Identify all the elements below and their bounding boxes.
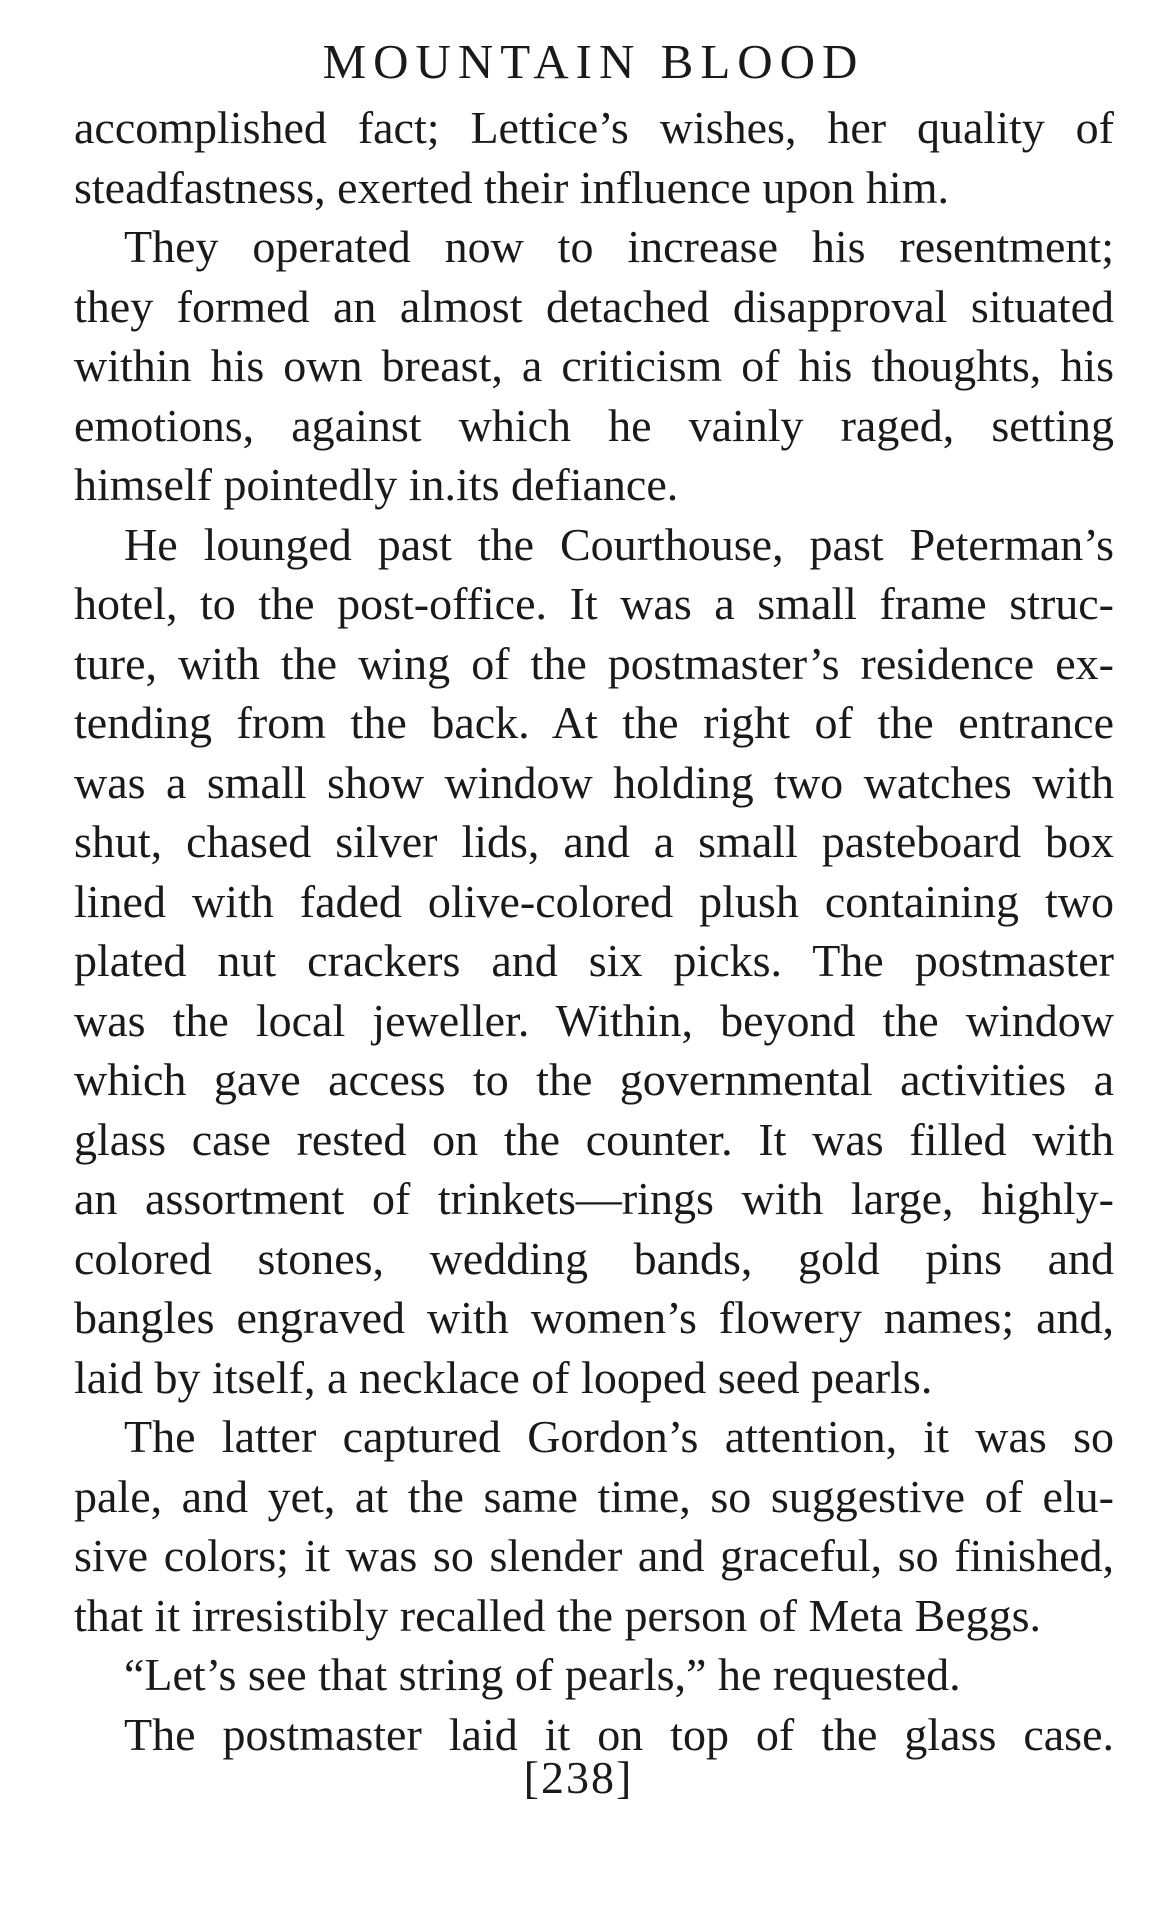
text-line: hotel, to the post-office. It was a small frame struc- [74, 578, 1114, 629]
text-line: He lounged past the Courthouse, past Peterman’s [124, 518, 1114, 570]
text-line: an assortment of trinkets—rings with large, highly- [74, 1173, 1114, 1224]
text-line: ture, with the wing of the postmaster’s residence ex- [74, 637, 1114, 689]
text-line: They operated now to increase his resentment; [124, 221, 1114, 272]
text-line: plated nut crackers and six picks. The postmaster [74, 935, 1114, 986]
text-line: sive colors; it was so slender and graceful, so finished, [74, 1530, 1114, 1581]
text-line: was a small show window holding two watches with [74, 756, 1114, 808]
text-line: was the local jeweller. Within, beyond the window [74, 994, 1114, 1046]
text-line: tending from the back. At the right of the entrance [74, 697, 1114, 748]
text-line: The latter captured Gordon’s attention, it was so [124, 1411, 1114, 1462]
text-line: glass case rested on the counter. It was filled with [74, 1113, 1114, 1165]
text-line: laid by itself, a necklace of looped seed pearls. [74, 1351, 933, 1403]
text-line: steadfastness, exerted their influence upon him. [74, 161, 949, 213]
text-line: accomplished fact; Lettice’s wishes, her quality of [74, 102, 1114, 153]
text-line: which gave access to the governmental activities a [74, 1054, 1114, 1105]
body-text [74, 98, 1114, 1764]
text-line: lined with faded olive-colored plush containing two [74, 875, 1114, 927]
text-line: colored stones, wedding bands, gold pins and [74, 1232, 1114, 1284]
text-line: “Let’s see that string of pearls,” he requested. [124, 1649, 961, 1700]
text-line: The postmaster laid it on top of the glass case. [124, 1708, 1114, 1760]
text-line: pale, and yet, at the same time, so suggestive of elu- [74, 1470, 1114, 1522]
text-line: within his own breast, a criticism of his thoughts, his [74, 340, 1114, 391]
text-line: emotions, against which he vainly raged, setting [74, 399, 1114, 451]
text-line: bangles engraved with women’s flowery names; and, [74, 1292, 1114, 1343]
page-number: [238] [523, 1752, 634, 1803]
text-line: they formed an almost detached disapproval situated [74, 280, 1114, 332]
text-line: himself pointedly in.its defiance. [74, 459, 679, 510]
running-header: MOUNTAIN BLOOD [322, 34, 865, 89]
text-line: that it irresistibly recalled the person of Meta Beggs. [74, 1589, 1042, 1641]
text-line: shut, chased silver lids, and a small pasteboard box [74, 816, 1114, 867]
